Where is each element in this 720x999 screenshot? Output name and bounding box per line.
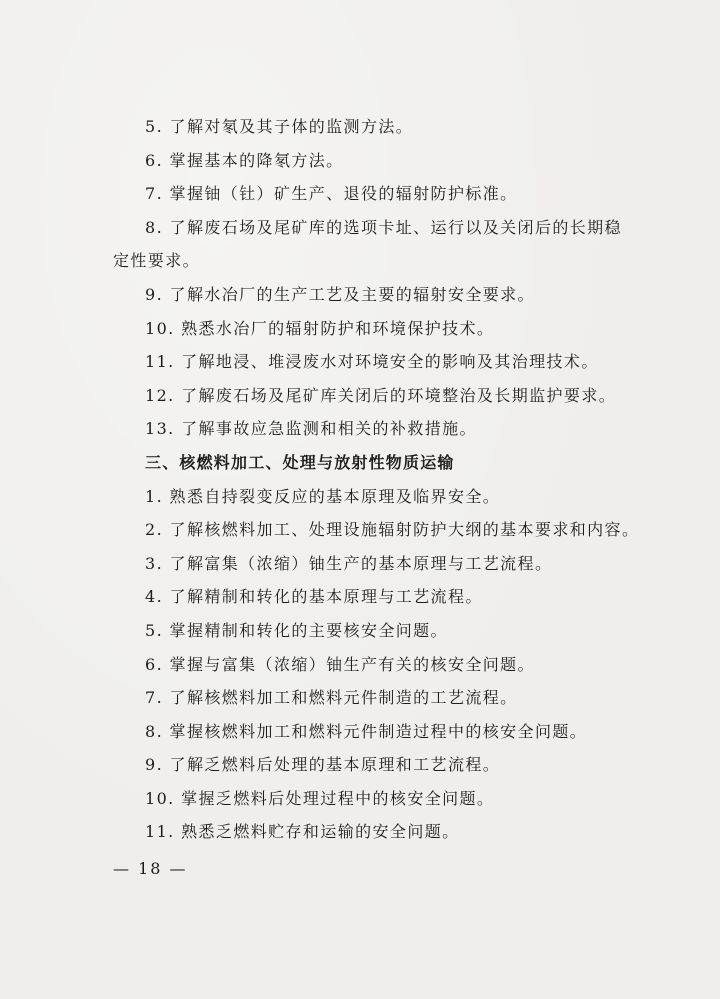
list-item: 9. 了解水冶厂的生产工艺及主要的辐射安全要求。 (145, 284, 535, 304)
list-item: 4. 了解精制和转化的基本原理与工艺流程。 (145, 587, 483, 607)
list-item: 5. 了解对氡及其子体的监测方法。 (145, 117, 414, 136)
list-item: 2. 了解核燃料加工、处理设施辐射防护大纲的基本要求和内容。 (145, 520, 640, 540)
list-item: 11. 了解地浸、堆浸废水对环境安全的影响及其治理技术。 (145, 352, 599, 372)
list-item: 6. 掌握与富集（浓缩）铀生产有关的核安全问题。 (145, 654, 535, 674)
list-item: 5. 掌握精制和转化的主要核安全问题。 (145, 620, 448, 640)
list-item: 8. 了解废石场及尾矿库的选项卡址、运行以及关闭后的长期稳 (145, 217, 622, 237)
list-item: 10. 熟悉水冶厂的辐射防护和环境保护技术。 (145, 318, 495, 338)
list-item: 12. 了解废石场及尾矿库关闭后的环境整治及长期监护要求。 (145, 385, 617, 405)
list-item: 7. 掌握铀（钍）矿生产、退役的辐射防护标准。 (145, 184, 518, 204)
list-item: 1. 熟悉自持裂变反应的基本原理及临界安全。 (145, 486, 501, 506)
list-item: 10. 掌握乏燃料后处理过程中的核安全问题。 (145, 788, 495, 808)
list-item-continuation: 定性要求。 (113, 251, 201, 271)
section-heading: 三、核燃料加工、处理与放射性物质运输 (145, 452, 455, 472)
list-item: 7. 了解核燃料加工和燃料元件制造的工艺流程。 (145, 688, 518, 708)
list-item: 11. 熟悉乏燃料贮存和运输的安全问题。 (145, 822, 460, 842)
list-item: 8. 掌握核燃料加工和燃料元件制造过程中的核安全问题。 (145, 721, 588, 741)
list-item: 3. 了解富集（浓缩）铀生产的基本原理与工艺流程。 (145, 553, 553, 573)
body-text (113, 117, 640, 856)
list-item: 6. 掌握基本的降氡方法。 (145, 150, 344, 170)
list-item: 13. 了解事故应急监测和相关的补救措施。 (145, 419, 477, 439)
list-item: 9. 了解乏燃料后处理的基本原理和工艺流程。 (145, 755, 501, 775)
page-number: — 18 — (113, 859, 188, 878)
